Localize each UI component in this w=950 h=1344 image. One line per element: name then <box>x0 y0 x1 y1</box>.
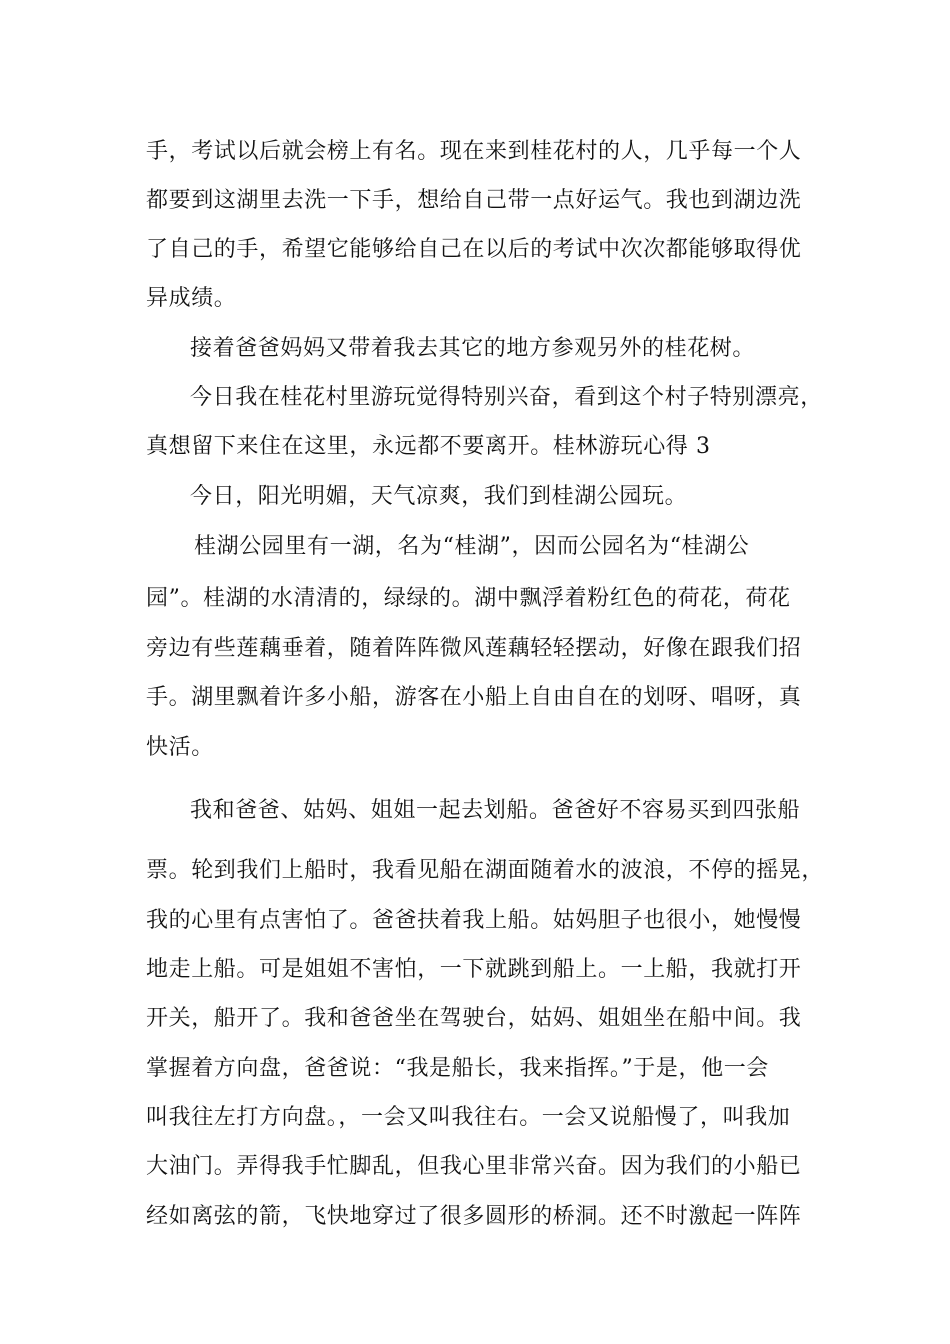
text-line: 快活。 <box>146 735 214 760</box>
paragraph-start: 今日，阳光明媚，天气凉爽，我们到桂湖公园玩。 <box>190 484 688 509</box>
paragraph-start: 接着爸爸妈妈又带着我去其它的地方参观另外的桂花树。 <box>190 336 756 361</box>
text-line: 都要到这湖里去洗一下手，想给自己带一点好运气。我也到湖边洗 <box>146 188 802 213</box>
paragraph-start: 我和爸爸、姑妈、姐姐一起去划船。爸爸好不容易买到四张船 <box>190 798 801 823</box>
text-line: 开关，船开了。我和爸爸坐在驾驶台，姑妈、姐姐坐在船中间。我 <box>146 1006 802 1031</box>
text-line: 我的心里有点害怕了。爸爸扶着我上船。姑妈胆子也很小，她慢慢 <box>146 908 802 933</box>
text-line: 经如离弦的箭，飞快地穿过了很多圆形的桥洞。还不时激起一阵阵 <box>146 1204 802 1229</box>
text-line: 园”。桂湖的水清清的，绿绿的。湖中飘浮着粉红色的荷花，荷花 <box>146 586 791 611</box>
paragraph-start: 今日我在桂花村里游玩觉得特别兴奋，看到这个村子特别漂亮， <box>190 385 823 410</box>
text-line: 旁边有些莲藕垂着，随着阵阵微风莲藕轻轻摆动，好像在跟我们招 <box>146 636 802 661</box>
text-line: 手，考试以后就会榜上有名。现在来到桂花村的人，几乎每一个人 <box>146 139 802 164</box>
text-line: 地走上船。可是姐姐不害怕，一下就跳到船上。一上船，我就打开 <box>146 957 802 982</box>
text-line: 真想留下来住在这里，永远都不要离开。桂林游玩心得 3 <box>146 434 711 459</box>
text-line: 手。湖里飘着许多小船，游客在小船上自由自在的划呀、唱呀，真 <box>146 685 802 710</box>
text-line: 掌握着方向盘，爸爸说：“我是船长，我来指挥。”于是，他一会 <box>146 1056 769 1081</box>
text-line: 叫我往左打方向盘。，一会又叫我往右。一会又说船慢了，叫我加 <box>146 1105 791 1130</box>
text-line: 异成绩。 <box>146 286 237 311</box>
text-line: 了自己的手，希望它能够给自己在以后的考试中次次都能够取得优 <box>146 237 802 262</box>
text-line: 票。轮到我们上船时，我看见船在湖面随着水的波浪，不停的摇晃， <box>146 858 825 883</box>
paragraph-start: 桂湖公园里有一湖，名为“桂湖”，因而公园名为“桂湖公 <box>194 534 750 559</box>
text-line: 大油门。弄得我手忙脚乱，但我心里非常兴奋。因为我们的小船已 <box>146 1154 802 1179</box>
